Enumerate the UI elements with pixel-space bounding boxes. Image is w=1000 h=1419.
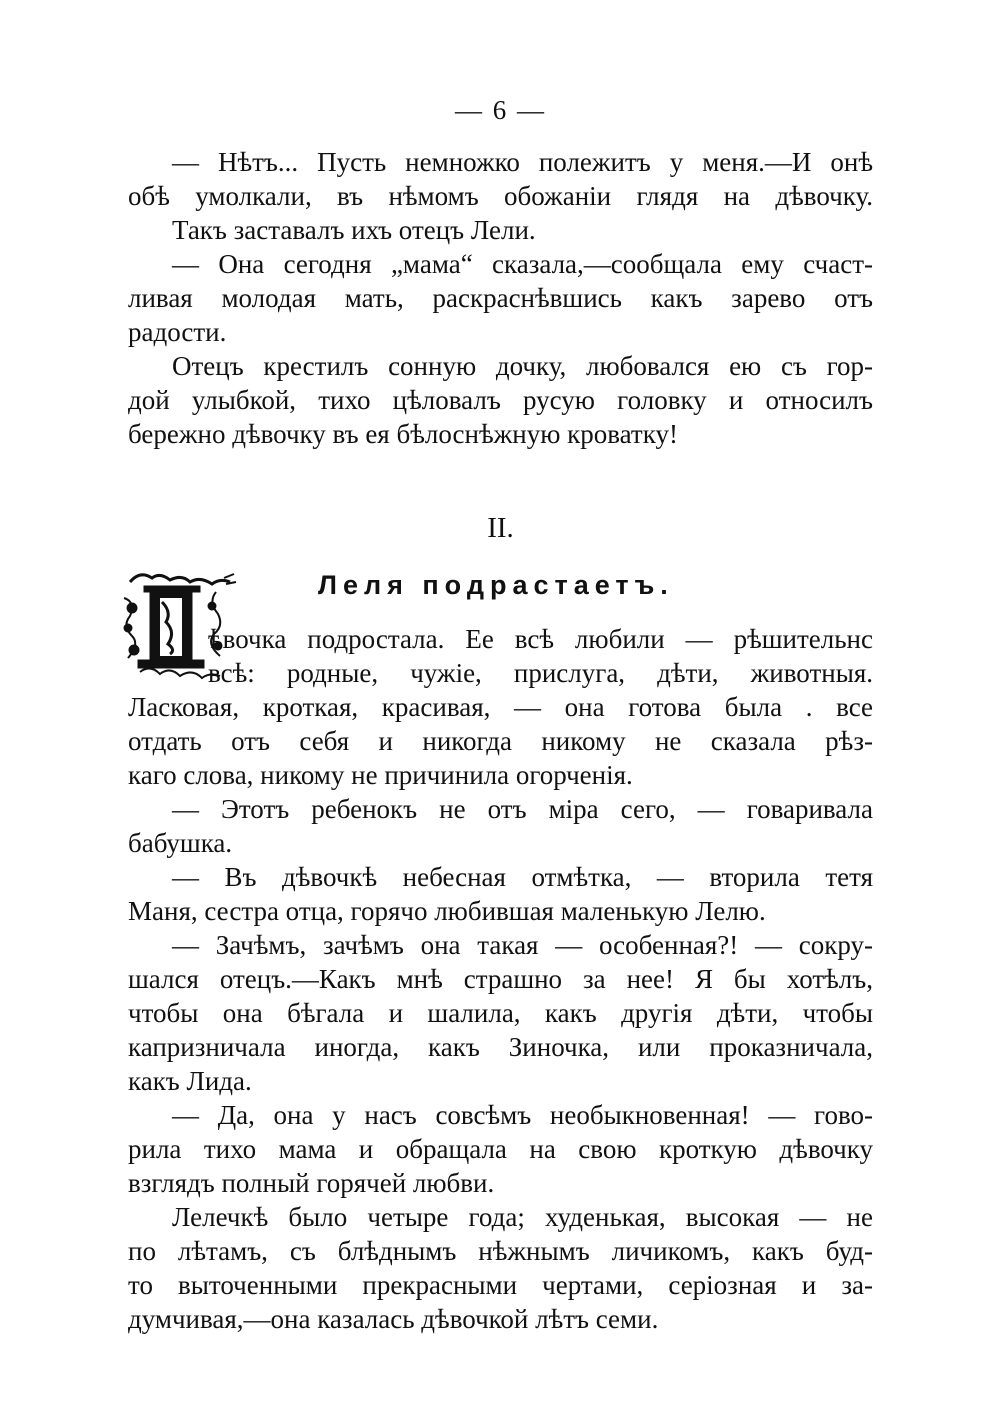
text-line: обѣ умолкали, въ нѣмомъ обожаніи глядя на дѣвочку. bbox=[128, 181, 873, 211]
text-line: всѣ: родные, чужіе, прислуга, дѣти, животныя. bbox=[208, 658, 873, 688]
text-line: какъ Лида. bbox=[128, 1066, 252, 1096]
text-line: взглядъ полный горячей любви. bbox=[128, 1168, 495, 1198]
text-line: — Нѣтъ... Пусть немножко полежитъ у меня.—И онѣ bbox=[172, 147, 873, 177]
text-line: — Въ дѣвочкѣ небесная отмѣтка, — вторила тетя bbox=[172, 862, 873, 892]
text-line: — Да, она у насъ совсѣмъ необыкновенная! — гово- bbox=[172, 1100, 873, 1130]
section-one-text bbox=[128, 145, 873, 451]
text-line: ѣвочка подростала. Ее всѣ любили — рѣшительнс bbox=[208, 624, 873, 654]
text-line: — Она сегодня „мама“ сказала,—сообщала ему счаст- bbox=[172, 249, 873, 279]
text-line: Отецъ крестилъ сонную дочку, любовался ею съ гор- bbox=[172, 351, 873, 381]
text-line: Ласковая, кроткая, красивая, — она готова была . все bbox=[128, 692, 873, 722]
text-line: ливая молодая мать, раскраснѣвшись какъ зарево отъ bbox=[128, 283, 873, 313]
text-line: радости. bbox=[128, 317, 227, 347]
text-line: отдать отъ себя и никогда никому не сказала рѣз- bbox=[128, 726, 873, 756]
page-number: — 6 — bbox=[455, 95, 546, 125]
text-line: каго слова, никому не причинила огорченія. bbox=[128, 760, 633, 790]
text-line: Маня, сестра отца, горячо любившая маленькую Лелю. bbox=[128, 896, 766, 926]
chapter-number: II. bbox=[487, 512, 514, 544]
text-line: — Этотъ ребенокъ не отъ міра сего, — говаривала bbox=[172, 794, 873, 824]
book-page bbox=[128, 0, 873, 1419]
text-line: чтобы она бѣгала и шалила, какъ другія дѣти, чтобы bbox=[128, 998, 873, 1028]
text-line: рила тихо мама и обращала на свою кроткую дѣвочку bbox=[128, 1134, 873, 1164]
text-line: дой улыбкой, тихо цѣловалъ русую головку и относилъ bbox=[128, 385, 873, 415]
text-line: Такъ заставалъ ихъ отецъ Лели. bbox=[172, 215, 536, 245]
text-line: шался отецъ.—Какъ мнѣ страшно за нее! Я бы хотѣлъ, bbox=[128, 964, 873, 994]
text-line: то выточенными прекрасными чертами, серіозная и за- bbox=[128, 1270, 873, 1300]
text-line: по лѣтамъ, съ блѣднымъ нѣжнымъ личикомъ, какъ буд- bbox=[128, 1236, 873, 1266]
text-line: думчивая,—она казалась дѣвочкой лѣтъ семи. bbox=[128, 1304, 659, 1334]
text-line: бабушка. bbox=[128, 828, 233, 858]
text-line: Лелечкѣ было четыре года; худенькая, высокая — не bbox=[172, 1202, 873, 1232]
text-line: капризничала иногда, какъ Зиночка, или проказничала, bbox=[128, 1032, 873, 1062]
text-line: — Зачѣмъ, зачѣмъ она такая — особенная?! — сокру- bbox=[172, 930, 873, 960]
chapter-title: Леля подрастаетъ. bbox=[318, 570, 674, 600]
text-line: бережно дѣвочку въ ея бѣлоснѣжную кроватку! bbox=[128, 419, 678, 449]
section-two-text bbox=[128, 622, 873, 1336]
